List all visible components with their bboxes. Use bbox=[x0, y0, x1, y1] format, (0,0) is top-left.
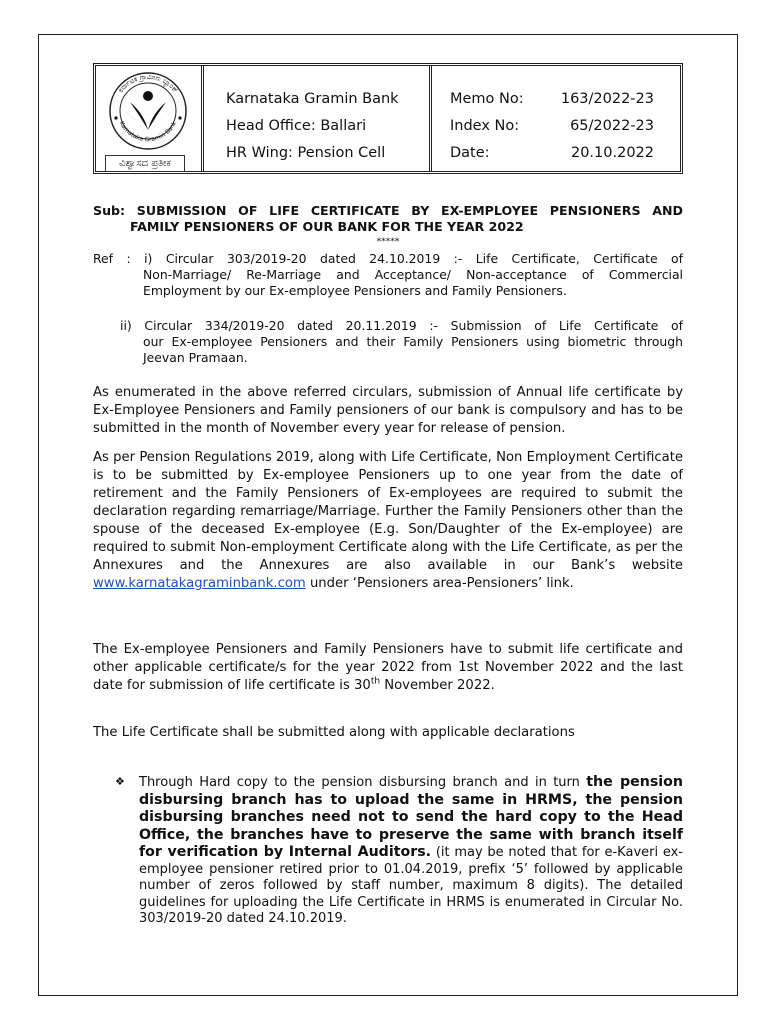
bullet-lead: Through Hard copy to the pension disbursing branch and in turn bbox=[139, 775, 587, 790]
bullet-bold: the pension disbursing branch has to upload the same in HRMS, the pension disbursing branches need not to send the hard copy to the Head Office, the branches have to preserve the same with branch itself for verification by Internal Auditors. bbox=[139, 774, 683, 860]
diamond-bullet-icon: ❖ bbox=[115, 775, 125, 788]
subject-line-1: Sub: SUBMISSION OF LIFE CERTIFICATE BY EX-EMPLOYEE PENSIONERS AND bbox=[93, 203, 683, 218]
svg-text:Karnataka Gramin Bank bbox=[118, 120, 179, 143]
index-label: Index No: bbox=[450, 118, 520, 134]
subject-line-2: FAMILY PENSIONERS OF OUR BANK FOR THE YEAR 2022 bbox=[130, 219, 524, 234]
bank-website-link[interactable]: www.karnatakagraminbank.com bbox=[93, 576, 306, 591]
date-label: Date: bbox=[450, 145, 490, 161]
bank-name: Karnataka Gramin Bank bbox=[226, 91, 399, 107]
bullet-text bbox=[115, 774, 683, 928]
head-office: Head Office: Ballari bbox=[226, 118, 367, 134]
paragraph-2-body: As per Pension Regulations 2019, along with Life Certificate, Non Employment Certificate is to be submitted by Ex-employee Pensioners up to one year from the date of retirement and the Family Pensioners of Ex-employees are required to submit the declaration regarding remarriage/Marriage. Further the Family Pensioners other than the spouse of the deceased Ex-employee (E.g. Son/Daughter of the Ex-employee) are required to submit Non-employment Certificate along with the Life Certificate, as per the Annexures and the Annexures are also available in our Bank’s website bbox=[93, 450, 683, 573]
wing: HR Wing: Pension Cell bbox=[226, 145, 386, 161]
bullet-rest: (it may be noted that for e-Kaveri ex-employee pensioner retired prior to 01.04.2019, prefix ‘5’ followed by applicable number of zeros followed by staff number, maximum 8 digits). The detailed guidelines for uploading the Life Certificate in HRMS is enumerated in Circular No. 303/2019-20 dated 24.10.2019. bbox=[139, 845, 684, 926]
ref-2-rest: our Ex-employee Pensioners and their Family Pensioners using biometric through Jeevan Pramaan. bbox=[143, 334, 683, 365]
letterhead bbox=[93, 63, 683, 174]
subject bbox=[93, 203, 683, 235]
ref-1-rest: Non-Marriage/ Re-Marriage and Acceptance/ Non-acceptance of Commercial Employment by our Ex-employee Pensioners and Family Pensioners. bbox=[143, 267, 683, 298]
paragraph-2-tail: under ‘Pensioners area-Pensioners’ link. bbox=[309, 576, 574, 591]
paragraph-4: The Life Certificate shall be submitted along with applicable declarations bbox=[93, 725, 575, 740]
bullet-item bbox=[115, 774, 683, 928]
paragraph-2 bbox=[93, 449, 683, 593]
office-details bbox=[204, 66, 432, 171]
paragraph-1: As enumerated in the above referred circulars, submission of Annual life certificate by Ex-Employee Pensioners and Family pensioners of our bank is compulsory and has to be submitted in the month of November every year for release of pension. bbox=[93, 385, 683, 436]
paragraph-3-body: The Ex-employee Pensioners and Family Pensioners have to submit life certificate and other applicable certificate/s for the year 2022 from 1st November 2022 and the last date for submission of life certificate is 30 bbox=[93, 642, 683, 693]
memo-label: Memo No: bbox=[450, 91, 524, 107]
memo-value: 163/2022-23 bbox=[560, 91, 654, 107]
logo-ring-text: ಕರ್ನಾಟಕ ಗ್ರಾಮೀಣ ಬ್ಯಾಂಕ್ bbox=[116, 72, 180, 95]
references bbox=[93, 251, 683, 365]
logo-tagline: ವಿಶ್ವಾಸದ ಪ್ರತೀಕ bbox=[105, 155, 185, 172]
svg-text:ಕರ್ನಾಟಕ ಗ್ರಾಮೀಣ ಬ್ಯಾಂಕ್ bbox=[117, 73, 180, 95]
paragraph-3-tail: November 2022. bbox=[380, 678, 495, 693]
paragraph-3 bbox=[93, 641, 683, 695]
paragraph-3-sup: th bbox=[370, 676, 381, 687]
ref-1-first: Ref : i) Circular 303/2019-20 dated 24.10.2019 :- Life Certificate, Certificate of bbox=[93, 251, 683, 266]
index-value: 65/2022-23 bbox=[570, 118, 654, 134]
separator-stars: ***** bbox=[376, 237, 400, 247]
ref-2-first: ii) Circular 334/2019-20 dated 20.11.2019 :- Submission of Life Certificate of bbox=[120, 318, 683, 333]
logo-cell bbox=[96, 66, 204, 171]
logo-ring-text-bottom: Karnataka Gramin Bank bbox=[117, 120, 179, 144]
memo-details bbox=[432, 66, 680, 171]
date-value: 20.10.2022 bbox=[570, 145, 654, 161]
